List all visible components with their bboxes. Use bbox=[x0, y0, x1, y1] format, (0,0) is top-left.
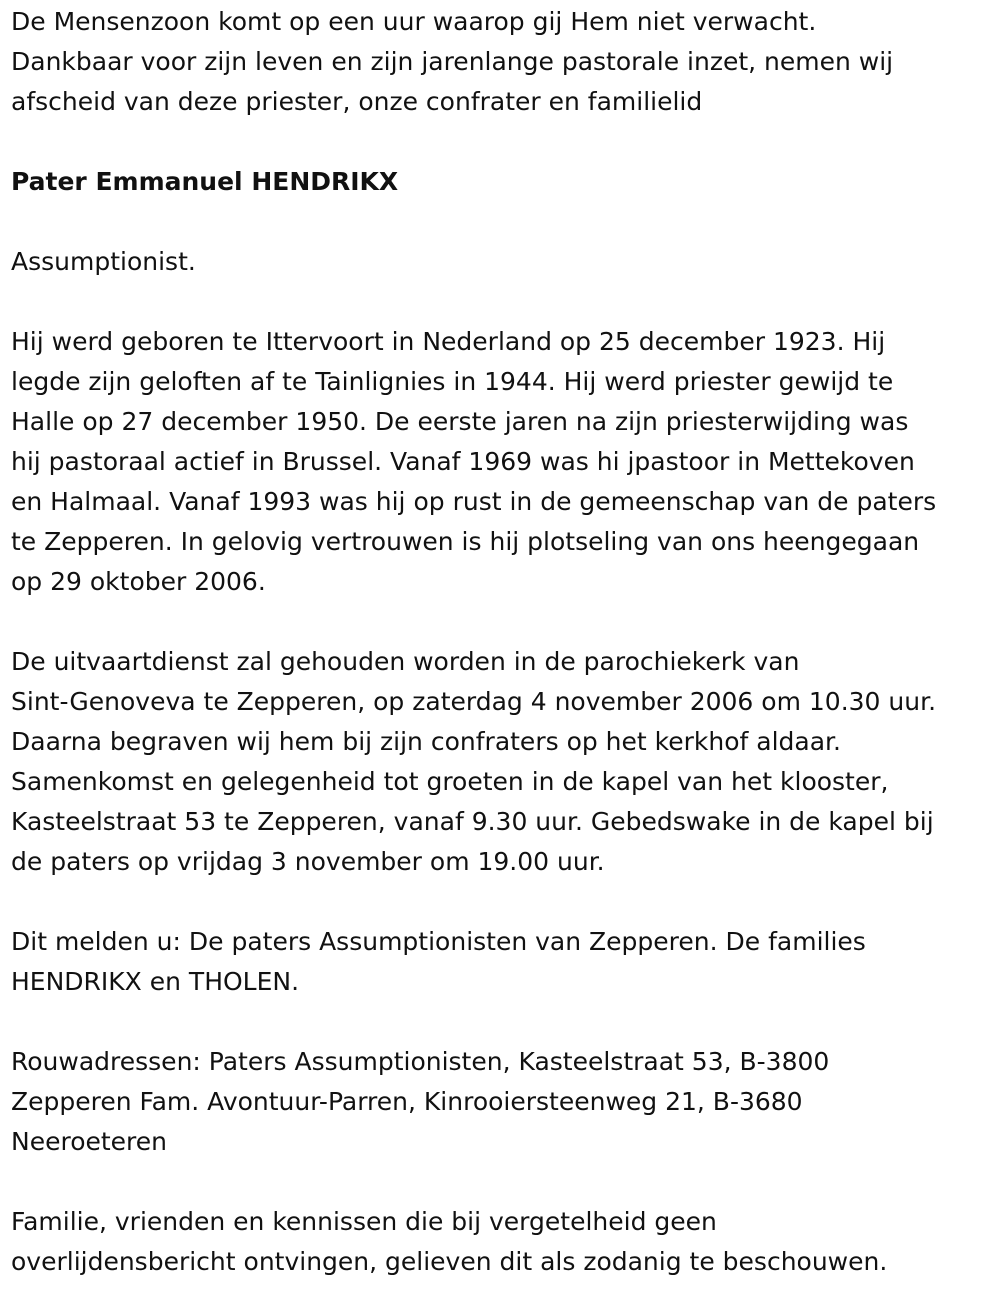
address-line: Rouwadressen: Paters Assumptionisten, Kasteelstraat 53, B-3800 bbox=[11, 1047, 830, 1076]
biography-line: Hij werd geboren te Ittervoort in Nederland op 25 december 1923. Hij bbox=[11, 327, 886, 356]
announcers-line: HENDRIKX en THOLEN. bbox=[11, 967, 300, 996]
paragraph-spacer bbox=[11, 282, 1000, 322]
announcers-paragraph bbox=[11, 922, 1000, 1002]
paragraph-spacer bbox=[11, 122, 1000, 162]
funeral-line: De uitvaartdienst zal gehouden worden in de parochiekerk van bbox=[11, 647, 800, 676]
funeral-line: Sint-Genoveva te Zepperen, op zaterdag 4 november 2006 om 10.30 uur. bbox=[11, 687, 937, 716]
biography-line: Halle op 27 december 1950. De eerste jaren na zijn priesterwijding was bbox=[11, 407, 909, 436]
intro-paragraph bbox=[11, 2, 1000, 122]
biography-line: hij pastoraal actief in Brussel. Vanaf 1969 was hi jpastoor in Mettekoven bbox=[11, 447, 915, 476]
closing-line: overlijdensbericht ontvingen, gelieven dit als zodanig te beschouwen. bbox=[11, 1247, 888, 1276]
biography-line: en Halmaal. Vanaf 1993 was hij op rust in de gemeenschap van de paters bbox=[11, 487, 937, 516]
funeral-line: de paters op vrijdag 3 november om 19.00 uur. bbox=[11, 847, 605, 876]
deceased-name: Pater Emmanuel HENDRIKX bbox=[11, 167, 399, 196]
intro-line: afscheid van deze priester, onze confrater en familielid bbox=[11, 87, 703, 116]
addresses-paragraph bbox=[11, 1042, 1000, 1162]
paragraph-spacer bbox=[11, 882, 1000, 922]
announcers-line: Dit melden u: De paters Assumptionisten van Zepperen. De families bbox=[11, 927, 866, 956]
closing-line: Familie, vrienden en kennissen die bij vergetelheid geen bbox=[11, 1207, 717, 1236]
closing-paragraph bbox=[11, 1202, 1000, 1282]
intro-line: De Mensenzoon komt op een uur waarop gij Hem niet verwacht. bbox=[11, 7, 817, 36]
biography-line: op 29 oktober 2006. bbox=[11, 567, 266, 596]
biography-line: te Zepperen. In gelovig vertrouwen is hij plotseling van ons heengegaan bbox=[11, 527, 920, 556]
address-line: Zepperen Fam. Avontuur-Parren, Kinrooiersteenweg 21, B-3680 bbox=[11, 1087, 803, 1116]
religious-order: Assumptionist. bbox=[11, 247, 196, 276]
paragraph-spacer bbox=[11, 1162, 1000, 1202]
funeral-line: Kasteelstraat 53 te Zepperen, vanaf 9.30 uur. Gebedswake in de kapel bij bbox=[11, 807, 934, 836]
intro-line: Dankbaar voor zijn leven en zijn jarenlange pastorale inzet, nemen wij bbox=[11, 47, 894, 76]
address-line: Neeroeteren bbox=[11, 1127, 168, 1156]
funeral-line: Daarna begraven wij hem bij zijn confraters op het kerkhof aldaar. bbox=[11, 727, 841, 756]
biography-paragraph bbox=[11, 322, 1000, 602]
funeral-line: Samenkomst en gelegenheid tot groeten in de kapel van het klooster, bbox=[11, 767, 889, 796]
funeral-paragraph bbox=[11, 642, 1000, 882]
biography-line: legde zijn geloften af te Tainlignies in 1944. Hij werd priester gewijd te bbox=[11, 367, 894, 396]
paragraph-spacer bbox=[11, 202, 1000, 242]
paragraph-spacer bbox=[11, 602, 1000, 642]
paragraph-spacer bbox=[11, 1002, 1000, 1042]
